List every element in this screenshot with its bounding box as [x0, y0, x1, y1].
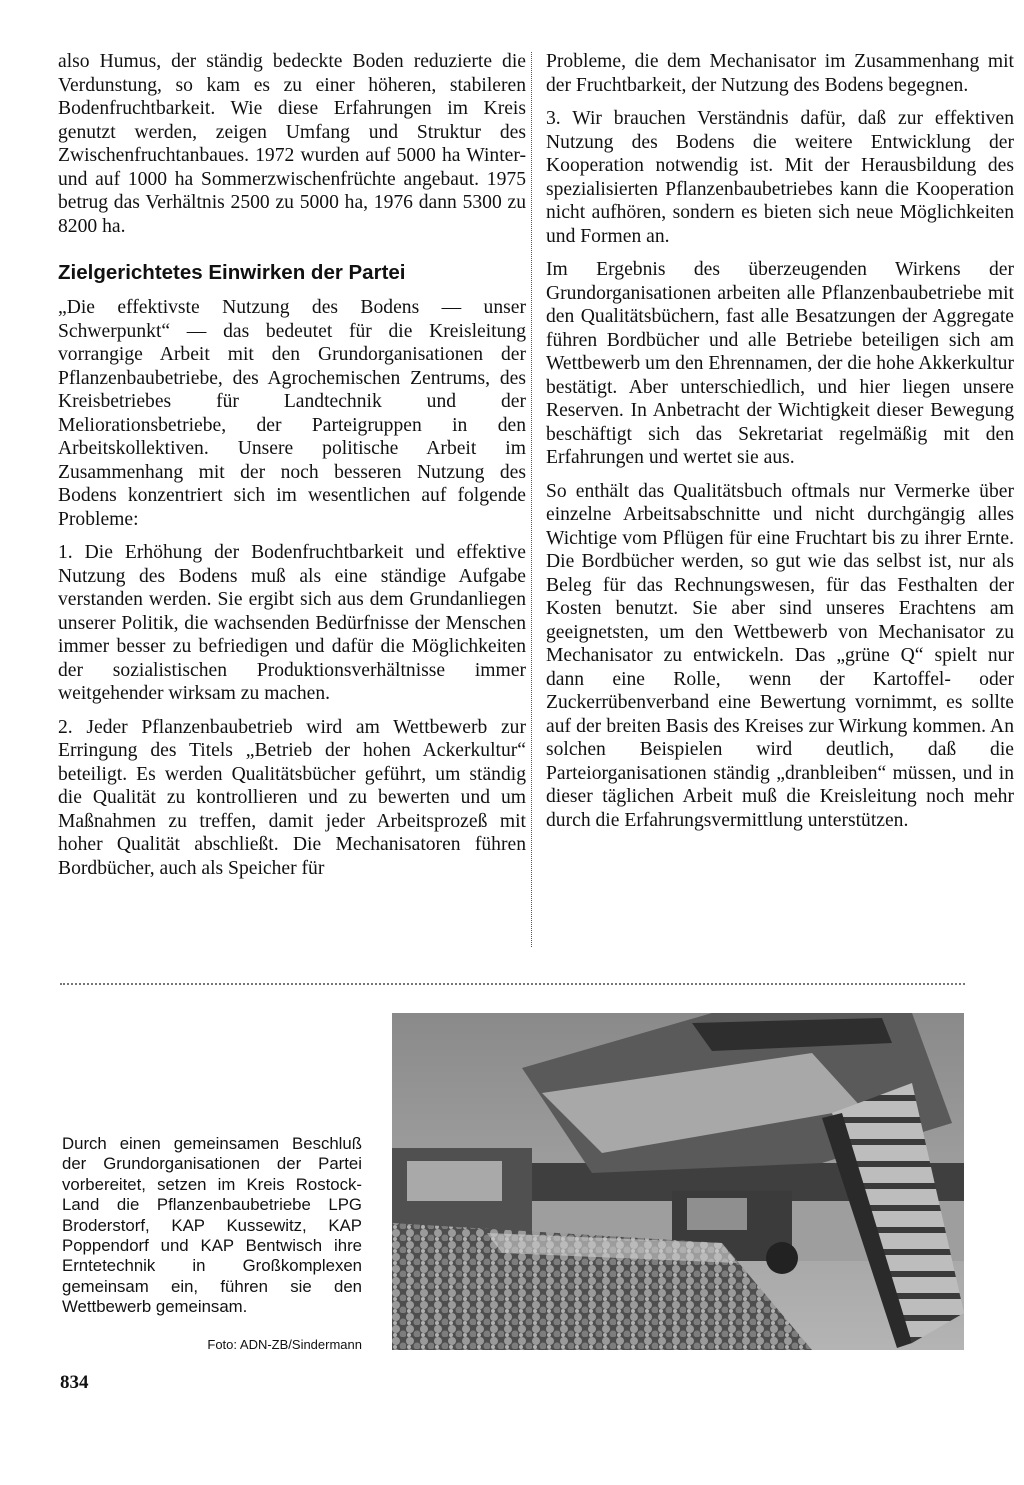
photo-caption: Durch einen gemeinsamen Beschluß der Grundorganisationen der Partei vorbereitet, setzen im Kreis Rostock-Land die Pflanzenbaubetriebe LPG Broderstorf, KAP Kussewitz, KAP Poppendorf und KAP Bentwisch ihre Erntetechnik in Großkomplexen gemeinsam ein, führen sie den Wettbewerb gemeinsam.	[62, 1134, 362, 1317]
right-paragraph-1: Probleme, die dem Mechanisator im Zusammenhang mit der Fruchtbarkeit, der Nutzung des Bodens begegnen.	[546, 51, 1014, 96]
photo-credit: Foto: ADN-ZB/Sindermann	[207, 1337, 362, 1352]
right-column	[546, 50, 1014, 832]
left-paragraph-3: 1. Die Erhöhung der Bodenfruchtbarkeit und effektive Nutzung des Bodens muß als eine ständige Aufgabe verstanden werden. Sie ergibt sich aus dem Grundanliegen unserer Politik, die wachsenden Bedürfnisse der Menschen immer besser zu befriedigen und dafür die Möglichkeiten der sozialistischen Produktionsverhältnisse immer weitgehender wirksam zu machen.	[58, 542, 526, 704]
section-heading: Zielgerichtetes Einwirken der Partei	[58, 261, 406, 284]
left-column	[58, 50, 526, 880]
section-separator	[60, 983, 965, 985]
right-paragraph-2: 3. Wir brauchen Verständnis dafür, daß zur effektiven Nutzung des Bodens die weitere Entwicklung der Kooperation notwendig ist. Mit der Herausbildung des spezialisierten Pflanzenbaubetriebes kann die Kooperation nicht aufhören, sondern es bieten sich neue Möglichkeiten und Formen an.	[546, 108, 1014, 247]
left-paragraph-4: 2. Jeder Pflanzenbaubetrieb wird am Wettbewerb zur Erringung des Titels „Betrieb der hohen Ackerkultur“ beteiligt. Es werden Qualitätsbücher geführt, um ständig die Qualität zu kontrollieren und zu bewerten und um Maßnahmen zu treffen, damit jeder Arbeitsprozeß mit hoher Qualität abschließt. Die Mechanisatoren führen Bordbücher, auch als Speicher für	[58, 716, 526, 879]
column-divider	[531, 52, 532, 947]
left-paragraph-2: „Die effektivste Nutzung des Bodens — unser Schwerpunkt“ — das bedeutet für die Kreisleitung vorrangige Arbeit mit den Grundorganisationen der Pflanzenbaubetriebe, des Agrochemischen Zentrums, des Kreisbetriebes für Landtechnik und der Meliorationsbetriebe, der Parteigruppen in den Arbeitskollektiven. Unsere politische Arbeit im Zusammenhang mit der noch besseren Nutzung des Bodens konzentriert sich im wesentlichen auf folgende Probleme:	[58, 297, 526, 530]
right-paragraph-4: So enthält das Qualitätsbuch oftmals nur Vermerke über einzelne Arbeitsabschnitte und nicht durchgängig alles Wichtige vom Pflügen für eine Fruchtart bis zu ihrer Ernte. Die Bordbücher werden, so gut wie das selbst ist, nur als Beleg für das Rechnungswesen, für das Festhalten der Kosten benutzt. Sie aber sind unseres Erachtens am geeignetsten, um den Wettbewerb von Mechanisator zu Mechanisator zu entwickeln. Das „grüne Q“ spielt nur dann eine Rolle, wenn der Kartoffel- oder Zuckerrübenverband eine Bewertung vornimmt, es sollte auf der breiten Basis des Kreises zur Wirkung kommen. An solchen Beispielen wird deutlich, daß die Parteiorganisationen ständig „dranbleiben“ müssen, und in dieser täglichen Arbeit muß die Kreisleitung noch mehr durch die Erfahrungsvermittlung unterstützen.	[546, 480, 1014, 831]
page-number: 834	[60, 1372, 89, 1393]
harvest-photo	[392, 1013, 964, 1350]
right-paragraph-3: Im Ergebnis des überzeugenden Wirkens der Grundorganisationen arbeiten alle Pflanzenbaubetriebe mit den Qualitätsbüchern, fast alle Besatzungen der Aggregate führen Bordbücher und alle Betriebe beteiligen sich am Wettbewerb um den Ehrennamen, der die hohe Akkerkultur bestätigt. Aber unterschiedlich, und hier liegen unsere Reserven. In Anbetracht der Wichtigkeit dieser Bewegung beschäftigt sich das Sekretariat regelmäßig mit den Erfahrungen und wertet sie aus.	[546, 259, 1014, 468]
left-paragraph-1: also Humus, der ständig bedeckte Boden reduzierte die Verdunstung, so kam es zu einer höheren, stabileren Bodenfruchtbarkeit. Wie diese Erfahrungen im Kreis genutzt werden, zeigen Umfang und Struktur des Zwischenfruchtanbaues. 1972 wurden auf 5000 ha Winter- und auf 1000 ha Sommerzwischenfrüchte angebaut. 1975 betrug das Verhältnis 2500 zu 5000 ha, 1976 dann 5300 zu 8200 ha.	[58, 51, 526, 237]
